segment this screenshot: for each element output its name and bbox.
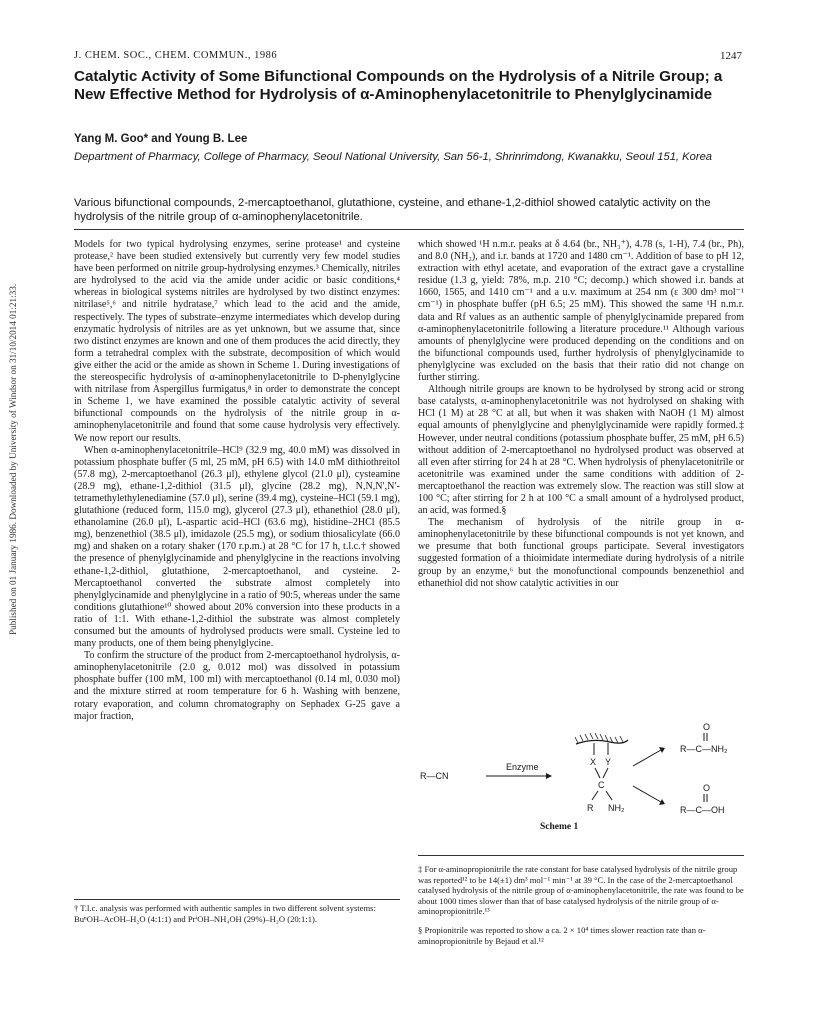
paragraph: To confirm the structure of the product from 2-mercaptoethanol hydrolysis, α-aminophenylacetonitrile (2.0 g, 0.012 mol) was dissolved in potassium phosphate buffer (100 mM, 100 ml) with mercaptoethanol (0.14 ml, 0.030 mol) and the mixture stirred at room temperature for 6 h. Washing with benzene, rotary evaporation, and column chromatography on Sephadex G-25 gave a major fraction, [74,650,400,722]
enzyme-surface [576,740,628,744]
acid-oxygen: O [703,783,711,793]
header-rule [74,229,744,230]
footnote-text: † T.l.c. analysis was performed with authentic samples in two different solvent systems: BuⁿOH–AcOH–H₂O (4:1:1) and PrⁱOH–NH₄OH (29%)–H₂O (20:1:1). [74,903,376,924]
paragraph: The mechanism of hydrolysis of the nitrile group in α-aminophenylacetonitrile by these bifunctional compounds is not yet known, and we presume that both functional groups participate. Several investigators suggested formation of a thioimidate intermediate during hydrolysis of a nitrile group by an enzyme,⁶ but the monofunctional compounds benzenethiol and ethanethiol did not show catalytic activities in our [418,517,744,589]
amide-product: R—C—NH₂ [680,744,728,754]
scheme-1-figure [418,716,744,836]
abstract: Various bifunctional compounds, 2-mercaptoethanol, glutathione, cysteine, and ethane-1,2-dithiol showed catalytic activity on the hydrolysis of the nitrile group of α-aminophenylacetonitrile. [74,197,711,223]
reaction-arrowhead [546,773,552,779]
authors: Yang M. Goo* and Young B. Lee [74,133,248,145]
reactant-label: R—CN [420,771,449,781]
page-number: 1247 [720,50,742,62]
arrowhead [659,747,665,753]
arrowhead [659,799,665,805]
scheme-caption: Scheme 1 [540,822,579,832]
paragraph: which showed ¹H n.m.r. peaks at δ 4.64 (br., NH₃⁺), 4.78 (s, 1-H), 7.4 (br., Ph), and 8.0 (NH₂), and i.r. bands at 1720 and 1480 cm⁻¹. Addition of base to pH 12, extraction with ethyl acetate, and evaporation of the extract gave a crystalline residue (1.3 g, yield: 78%, m.p. 210 °C; decomp.) which showed i.r. bands at 1660, 1565, and 1410 cm⁻¹ and a u.v. maximum at 254 nm (ε 300 dm³ mol⁻¹ cm⁻¹) in phosphate buffer (pH 6.5; 25 mM). This showed the same ¹H n.m.r. data and Rf values as an authentic sample of phenylglycinamide prepared from α-aminophenylacetonitrile following a literature procedure.¹¹ Although various amounts of phenylglycine were produced depending on the conditions and on the bifunctional compounds used, further hydrolysis of phenylglycinamide to phenylglycine was excluded on the basis that their ratio did not change on further stirring. [418,239,744,384]
download-sidebar [8,215,22,635]
paragraph: Models for two typical hydrolysing enzymes, serine protease¹ and cysteine protease,² have been studied extensively but currently very few model studies have been performed on nitrile group-hydrolysing enzymes.³ Chemically, nitriles are hydrolysed to the acid via the amide under acidic or basic conditions,⁴ whereas in biological systems nitriles are hydrolysed by two distinct enzymes: nitrilase⁵,⁶ and nitrile hydratase,⁷ which lead to the acid and the amide, respectively. The types of substrate–enzyme intermediates which develop during enzymatic hydrolysis of nitriles are as yet unknown, but we assume that, since two distinct enzymes are known and one of them produces the acid directly, they form a tetrahedral complex with the substrate, decomposition of which would give either the acid or the amide as shown in Scheme 1. During investigations of the stereospecific hydrolysis of α-aminophenylacetonitrile to D-phenylglycine with nitrilase from Aspergillus furmigatus,⁸ in order to demonstrate the concept in Scheme 1, we have examined the possible catalytic activity of several bifunctional compounds on the hydrolysis of the nitrile group in α-aminophenylacetonitrile and found that some cause hydrolysis very effectively. We now report our results. [74,239,400,444]
right-column [418,239,744,590]
amino-label: NH₂ [608,803,625,813]
y-group-label: Y [605,757,612,767]
arrow-to-amide [633,750,661,766]
scheme-diagram [418,716,744,826]
r-group-label: R [587,803,594,813]
x-group-label: X [590,757,597,767]
arrow-to-acid [633,786,661,802]
journal-header: J. CHEM. SOC., CHEM. COMMUN., 1986 [74,50,278,61]
article-title: Catalytic Activity of Some Bifunctional Compounds on the Hydrolysis of a Nitrile Group; a New Effective Method for Hydrolysis of α-Aminophenylacetonitrile to Phenylglycinamide [74,68,723,103]
bond [603,768,608,778]
footnote-dagger [74,899,400,924]
paragraph: Although nitrile groups are known to be hydrolysed by strong acid or strong base catalysts, α-aminophenylacetonitrile was not hydrolysed on shaking with HCl (1 M) at 28 °C at all, but when it was shaken with NaOH (1 M) almost equal amounts of phenylglycine and phenylglycinamide were rapidly formed.‡ However, under neutral conditions (potassium phosphate buffer, 25 mM, pH 6.5) without addition of 2-mercaptoethanol no hydrolysed product was observed at all even after stirring for 24 h at 28 °C. When hydrolysis of phenylacetonitrile or acetonitrile was examined under the same conditions with addition of 2-mercaptoethanol the reaction was extremely slow. The reaction was still slow at 100 °C; after stirring for 2 h at 100 °C a small amount of a hydrolysed product, an acid, was formed.§ [418,384,744,517]
acid-product: R—C—OH [680,805,725,815]
bond [606,791,612,800]
amide-oxygen: O [703,722,711,732]
bond [592,791,598,800]
enzyme-label: Enzyme [506,762,539,772]
carbon-label: C [598,780,605,790]
download-notice[interactable]: Published on 01 January 1986. Downloaded by University of Windsor on 31/10/2014 01:21:33. [8,283,18,635]
bond [595,768,600,778]
footnotes-right [418,855,744,954]
footnote-section: § Propionitrile was reported to show a ca. 2 × 10⁴ times slower reaction rate than α-aminopropionitrile by Bejaud et al.¹² [418,924,706,946]
paragraph: When α-aminophenylacetonitrile–HCl⁹ (32.9 mg, 40.0 mM) was dissolved in potassium phosphate buffer (5 ml, 25 mM, pH 6.5) with 14.0 mM dithiothreitol (57.8 mg), 2-mercaptoethanol (26.3 μl), ethylene glycol (21.0 μl), cysteamine (28.9 mg), ethane-1,2-dithiol (31.5 μl), glycine (28.2 mg), N,N,N′,N′-tetramethylethylenediamine (57.0 μl), serine (39.4 mg), cysteine–HCl (59.1 mg), glutathione (reduced form, 115.0 mg), glycerol (27.3 μl), ethanethiol (28.0 μl), ethanolamine (26.0 μl), L-aspartic acid–HCl (63.6 mg), histidine–2HCl (85.5 mg), benzenethiol (38.5 μl), imidazole (25.5 mg), or sodium thiosalicylate (66.0 mg) and shaken on a rotary shaker (170 r.p.m.) at 28 °C for 17 h, t.l.c.† showed the presence of phenylglycinamide and phenylglycine in the reactions involving ethane-1,2-dithiol, glutathione, 2-mercaptoethanol, and cysteine. 2-Mercaptoethanol converted the substrate almost completely into phenylglycinamide and phenylglycine in a ratio of 90:5, whereas under the same conditions glutathione¹⁰ showed about 20% conversion into these products in a ratio of 1:1. With ethane-1,2-dithiol the substrate was almost completely consumed but the amounts of hydrolysed products were small. Cysteine led to many products, one of them being phenylglycine. [74,444,400,650]
affiliation: Department of Pharmacy, College of Pharmacy, Seoul National University, San 56-1, Shrinrimdong, Kwanakku, Seoul 151, Korea [74,151,713,163]
left-column [74,239,400,723]
footnote-ddagger: ‡ For α-aminopropionitrile the rate constant for base catalysed hydrolysis of the nitrile group was reported¹² to be 14(±1) dm³ mol⁻¹ min⁻¹ at 39 °C. In the case of the 2-mercaptoethanol catalysed hydrolysis of the nitrile group of α-aminophenylacetonitrile, the rate was found to be about 1000 times slower than that of base catalysed hydrolysis of the nitrile group of α-aminopropionitrile.¹³ [418,864,744,917]
